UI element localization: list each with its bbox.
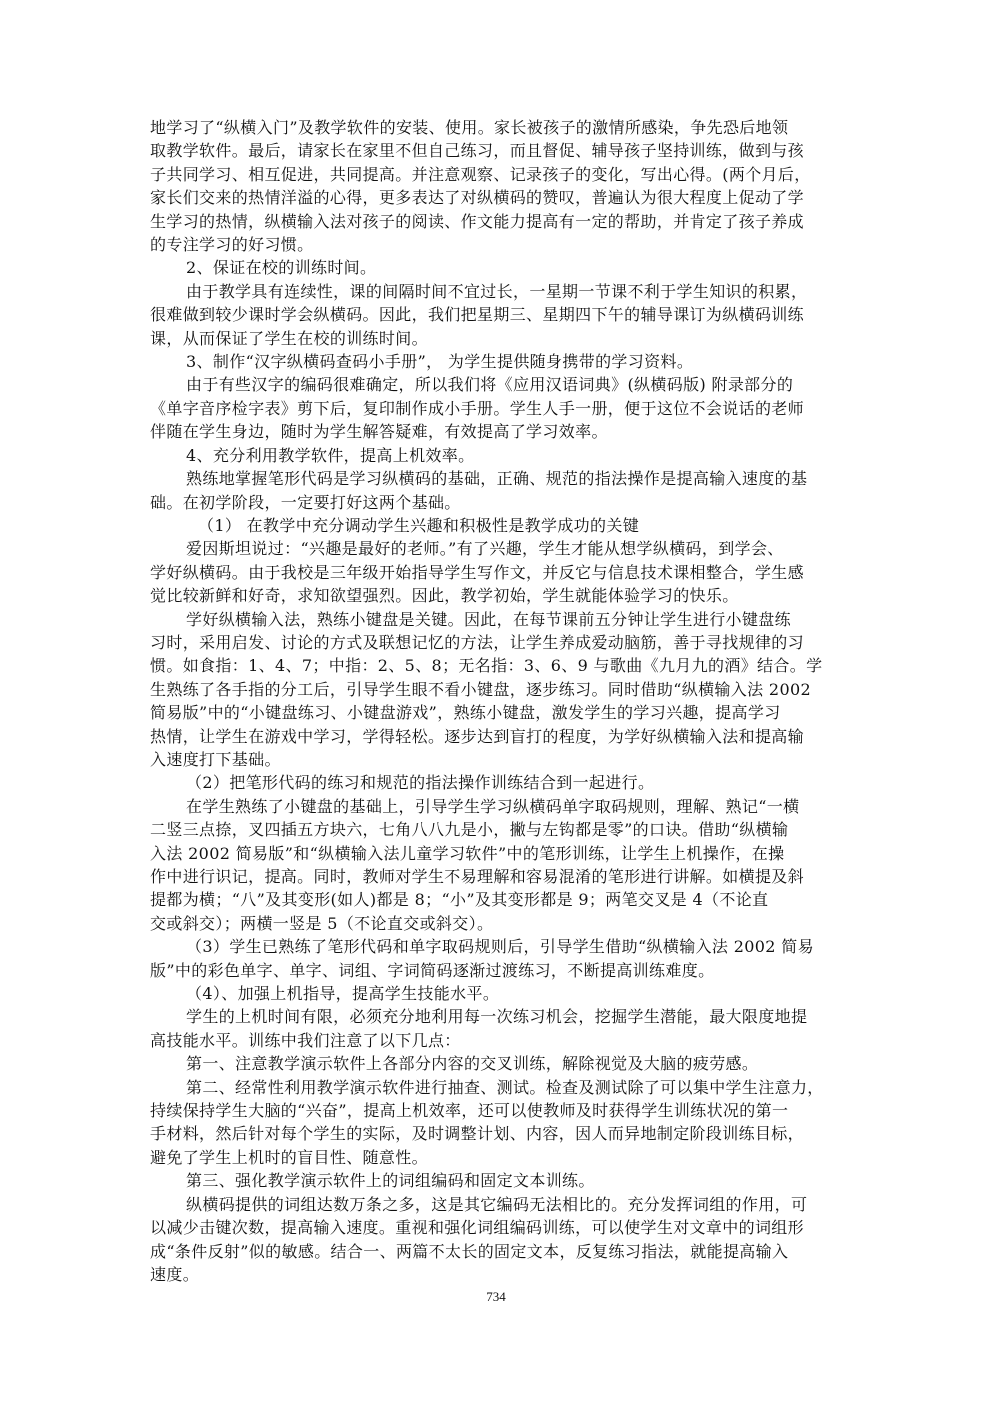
text-line: （1） 在教学中充分调动学生兴趣和积极性是教学成功的关键	[198, 515, 640, 535]
text-line: 提都为横；“八”及其变形(如人)都是 8；“小”及其变形都是 9；两笔交叉是 4（不论直	[150, 890, 769, 910]
text-line: 家长们交来的热情洋溢的心得，更多表达了对纵横码的赞叹，普遍认为很大程度上促动了学	[150, 188, 805, 208]
text-line: 熟练地掌握笔形代码是学习纵横码的基础，正确、规范的指法操作是提高输入速度的基	[186, 469, 808, 489]
text-line: 简易版”中的“小键盘练习、小键盘游戏”，熟练小键盘，激发学生的学习兴趣，提高学习	[150, 703, 781, 723]
document-body	[150, 116, 844, 1286]
text-line: 第一、注意教学演示软件上各部分内容的交叉训练，解除视觉及大脑的疲劳感。	[186, 1054, 759, 1074]
text-line: （2）把笔形代码的练习和规范的指法操作训练结合到一起进行。	[186, 773, 655, 793]
text-line: 高技能水平。训练中我们注意了以下几点：	[150, 1030, 461, 1050]
text-line: 作中进行识记，提高。同时，教师对学生不易理解和容易混淆的笔形进行讲解。如横提及斜	[150, 867, 805, 886]
text-line: 伴随在学生身边，随时为学生解答疑难，有效提高了学习效率。	[150, 422, 608, 442]
text-line: 习时，采用启发、讨论的方式及联想记忆的方法，让学生养成爱动脑筋，善于寻找规律的习	[150, 632, 805, 652]
text-line: 4、充分利用教学软件，提高上机效率。	[186, 445, 475, 465]
text-line: 《单字音序检字表》剪下后，复印制作成小手册。学生人手一册，便于这位不会说话的老师	[150, 398, 805, 418]
text-line: 速度。	[150, 1264, 200, 1284]
text-line: 子共同学习、相互促进，共同提高。并注意观察、记录孩子的变化，写出心得。(两个月后，	[150, 164, 811, 184]
text-line: 入速度打下基础。	[150, 749, 281, 769]
text-line: 避免了学生上机时的盲目性、随意性。	[150, 1147, 428, 1167]
text-line: 在学生熟练了小键盘的基础上，引导学生学习纵横码单字取码规则，理解、熟记“一横	[186, 796, 800, 816]
text-line: 觉比较新鲜和好奇，求知欲望强烈。因此，教学初始，学生就能体验学习的快乐。	[150, 586, 739, 606]
text-line: 持续保持学生大脑的“兴奋”，提高上机效率，还可以使教师及时获得学生训练状况的第一	[150, 1101, 789, 1121]
text-line: 学生的上机时间有限，必须充分地利用每一次练习机会，挖掘学生潜能，最大限度地提	[186, 1007, 808, 1027]
page-number: 734	[486, 1289, 506, 1304]
text-line: 生学习的热情，纵横输入法对孩子的阅读、作文能力提高有一定的帮助，并肯定了孩子养成	[150, 211, 805, 231]
text-line: 生熟练了各手指的分工后，引导学生眼不看小键盘，逐步练习。同时借助“纵横输入法 2002	[150, 679, 812, 699]
text-line: 热情，让学生在游戏中学习，学得轻松。逐步达到盲打的程度，为学好纵横输入法和提高输	[150, 726, 805, 746]
text-line: 第三、强化教学演示软件上的词组编码和固定文本训练。	[186, 1171, 595, 1191]
text-line: 第二、经常性利用教学演示软件进行抽查、测试。检查及测试除了可以集中学生注意力，	[186, 1077, 824, 1097]
text-line: 纵横码提供的词组达数万条之多，这是其它编码无法相比的。充分发挥词组的作用，可	[186, 1194, 808, 1214]
text-line: 爱因斯坦说过：“兴趣是最好的老师。”有了兴趣，学生才能从想学纵横码，到学会、	[186, 539, 784, 559]
text-line: 入法 2002 简易版”和“纵横输入法儿童学习软件”中的笔形训练，让学生上机操作，在操	[150, 843, 785, 863]
text-line: 二竖三点捺，叉四插五方块六，七角八八九是小，撇与左钩都是零”的口诀。借助“纵横输	[150, 820, 789, 840]
text-line: 础。在初学阶段，一定要打好这两个基础。	[150, 492, 461, 512]
text-line: （4）、加强上机指导，提高学生技能水平。	[186, 984, 500, 1004]
text-line: 很难做到较少课时学会纵横码。因此，我们把星期三、星期四下午的辅导课订为纵横码训练	[150, 305, 805, 325]
text-line: 版”中的彩色单字、单字、词组、字词简码逐渐过渡练习，不断提高训练难度。	[150, 960, 715, 980]
text-line: 成“条件反射”似的敏感。结合一、两篇不太长的固定文本，反复练习指法，就能提高输入	[150, 1241, 789, 1261]
text-line: 交或斜交）；两横一竖是 5（不论直交或斜交）。	[150, 913, 494, 933]
text-line: 地学习了“纵横入门”及教学软件的安装、使用。家长被孩子的激情所感染，争先恐后地领	[150, 118, 789, 137]
text-line: （3）学生已熟练了笔形代码和单字取码规则后，引导学生借助“纵横输入法 2002 简易	[186, 937, 814, 957]
text-line: 学好纵横输入法，熟练小键盘是关键。因此，在每节课前五分钟让学生进行小键盘练	[186, 609, 791, 629]
text-line: 课，从而保证了学生在校的训练时间。	[150, 328, 428, 348]
text-line: 学好纵横码。由于我校是三年级开始指导学生写作文，并反它与信息技术课相整合，学生感	[150, 562, 805, 582]
text-line: 以减少击键次数，提高输入速度。重视和强化词组编码训练，可以使学生对文章中的词组形	[150, 1218, 805, 1238]
text-line: 由于有些汉字的编码很难确定，所以我们将《应用汉语词典》(纵横码版) 附录部分的	[186, 375, 794, 395]
text-line: 手材料，然后针对每个学生的实际，及时调整计划、内容，因人而异地制定阶段训练目标，	[150, 1124, 805, 1144]
text-line: 3、制作“汉字纵横码查码小手册”， 为学生提供随身携带的学习资料。	[186, 352, 694, 372]
text-line: 的专注学习的好习惯。	[150, 235, 314, 255]
text-line: 惯。如食指：1、4、7；中指：2、5、8；无名指：3、6、9 与歌曲《九月九的酒》结合。学	[150, 656, 823, 676]
text-line: 由于教学具有连续性，课的间隔时间不宜过长，一星期一节课不利于学生知识的积累，	[186, 281, 808, 301]
text-line: 取教学软件。最后，请家长在家里不但自己练习，而且督促、辅导孩子坚持训练，做到与孩	[150, 141, 805, 161]
text-line: 2、保证在校的训练时间。	[186, 258, 377, 278]
